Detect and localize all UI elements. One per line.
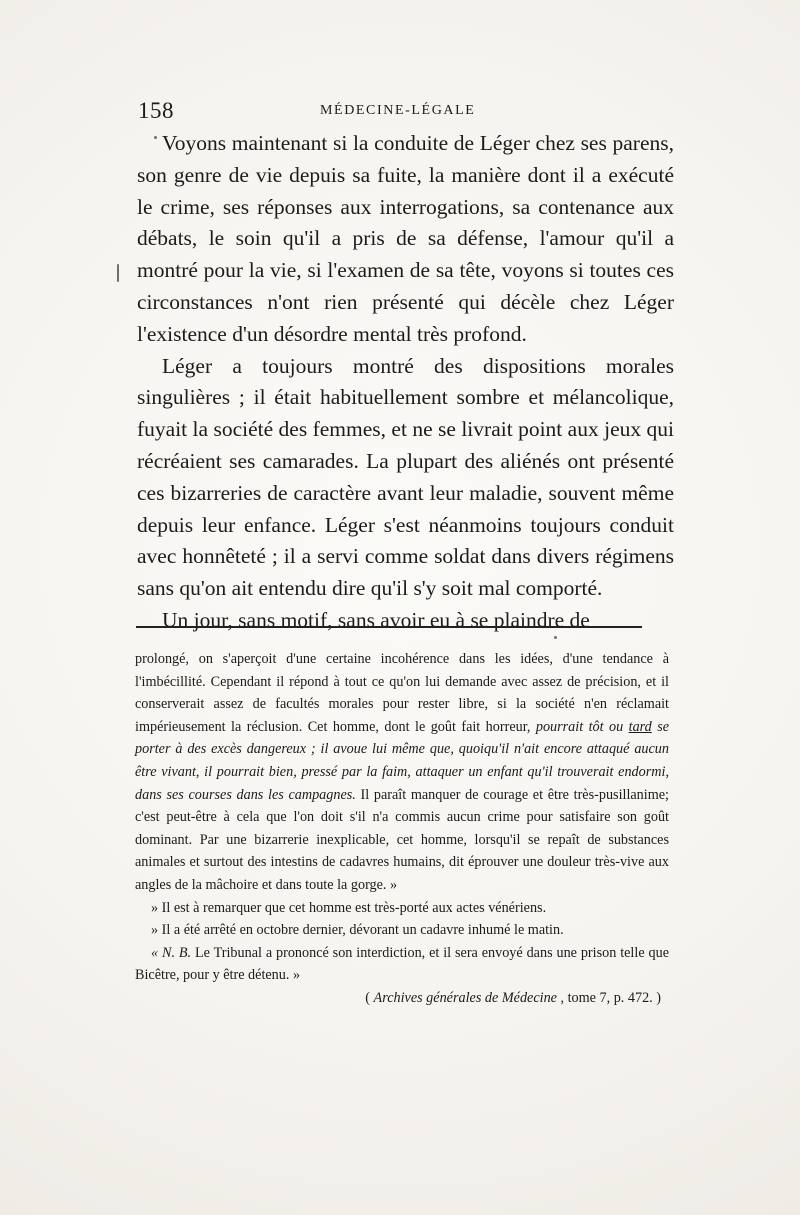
main-paragraph: Un jour, sans motif, sans avoir eu à se plaindre de [162, 607, 590, 632]
print-speck [117, 264, 119, 282]
footnote-paragraph [135, 648, 669, 897]
note-text: Le Tribunal a prononcé son interdiction, et il sera envoyé dans une prison telle que Bicêtre, pour y être détenu. » [135, 944, 669, 984]
footnote-note-paragraph [135, 942, 669, 987]
main-paragraph: Léger a toujours montré des dispositions morales singulières ; il était habituellement sombre et mélancolique, fuyait la société des femmes, et ne se livrait point aux jeux qui récréaient ses camarades. La plupart des aliénés ont présenté ces bizarreries de caractère avant leur maladie, souvent même depuis leur enfance. Léger s'est néanmoins toujours conduit avec honnêteté ; il a servi comme soldat dans divers régimens sans qu'on ait entendu dire qu'il s'y soit mal comporté. [137, 353, 674, 601]
footnote-italic-text: se porter à des excès dangereux ; il avoue lui même que, quoiqu'il n'ait encore attaqué aucun être vivant, il pourrait bien, pressé par la faim, attaquer un enfant qu'il trouverait endormi, dans ses courses dans les campagnes. [135, 718, 670, 803]
footnote-underlined-word: tard [628, 718, 652, 735]
main-paragraph: Voyons maintenant si la conduite de Léger chez ses parens, son genre de vie depuis sa fuite, la manière dont il a exécuté le crime, ses réponses aux interrogations, sa contenance aux débats, le soin qu'il a pris de sa défense, l'amour qu'il a montré pour la vie, si l'examen de sa tête, voyons si toutes ces circonstances n'ont rien présenté qui décèle chez Léger l'existence d'un désordre mental très profond. [137, 131, 674, 346]
note-label: « N. B. [151, 944, 192, 961]
footnote-italic-text: pourrait tôt ou [535, 718, 624, 735]
citation [135, 987, 661, 1010]
citation-open-paren: ( [365, 989, 370, 1006]
main-text-block [137, 128, 674, 637]
page-header [138, 98, 678, 126]
page-number: 158 [138, 98, 174, 123]
citation-title: Archives générales de Médecine [373, 989, 557, 1006]
footnote-text: prolongé, on s'aperçoit d'une certaine incohérence dans les idées, d'une tendance à l'imbécillité. Cependant il répond à tout ce qu'on lui demande avec assez de précision, et il conserverait assez de facultés morales pour rester libre, si la société n'en réclamait impérieusement la réclusion. Cet homme, dont le goût fait horreur, [135, 651, 669, 735]
footnote-paragraph: » Il a été arrêté en octobre dernier, dévorant un cadavre inhumé le matin. [151, 922, 564, 939]
citation-details: , tome 7, p. 472. ) [560, 989, 661, 1006]
footnote-separator [136, 626, 642, 628]
running-title: MÉDECINE-LÉGALE [320, 103, 476, 118]
footnote-paragraph: » Il est à remarquer que cet homme est très-porté aux actes vénériens. [151, 899, 547, 916]
footnote-block [135, 648, 669, 1010]
footnote-text: Il paraît manquer de courage et être très-pusillanime; c'est peut-être à cela que l'on doit s'il n'a commis aucun crime pour satisfaire son goût dominant. Par une bizarrerie inexplicable, cet homme, lorsqu'il se repaît de substances animales et surtout des intestins de cadavres humains, dit éprouver une douleur très-vive aux angles de la mâchoire et dans toute la gorge. » [135, 786, 669, 893]
